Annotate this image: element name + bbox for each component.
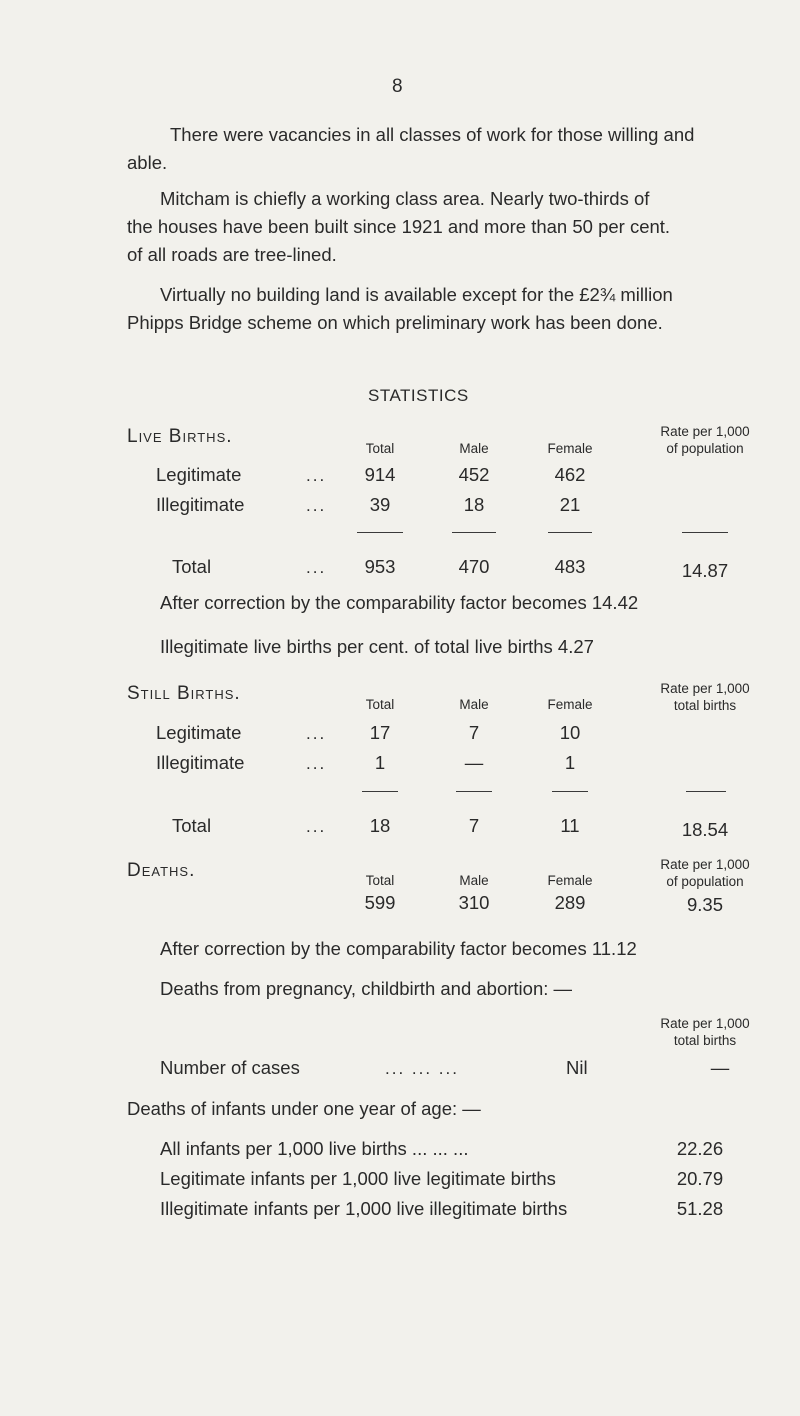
maternal-col-rate	[640, 1015, 770, 1049]
live-births-heading: Live Births.	[127, 426, 233, 447]
maternal-rate: —	[710, 1057, 730, 1078]
leader-dots: ...	[306, 558, 327, 577]
live-births-row-male: 18	[463, 494, 485, 515]
still-births-col-rate-line-2: total births	[673, 698, 737, 713]
still-births-col-total: Total	[365, 697, 395, 712]
infant-row-value: 22.26	[676, 1138, 724, 1159]
live-births-total-male: 470	[458, 556, 490, 577]
deaths-heading: Deaths.	[127, 860, 196, 881]
sum-rule	[452, 532, 496, 533]
still-births-row-male: —	[464, 752, 484, 773]
live-births-col-rate-line-2: of population	[666, 441, 744, 456]
leader-dots: ...	[306, 496, 327, 515]
live-births-row-female: 462	[554, 464, 586, 485]
still-births-row-total: 17	[369, 722, 391, 743]
deaths-col-total: Total	[365, 873, 395, 888]
paragraph-2-line-3: of all roads are tree-lined.	[127, 244, 337, 265]
still-births-col-rate	[640, 680, 770, 714]
deaths-male: 310	[458, 892, 490, 913]
paragraph-1-line-1: There were vacancies in all classes of work for those willing and	[170, 124, 695, 145]
infant-row-label: Legitimate infants per 1,000 live legitimate births	[160, 1168, 556, 1189]
page-number: 8	[392, 76, 403, 97]
paragraph-2-line-2: the houses have been built since 1921 and more than 50 per cent.	[127, 216, 671, 237]
still-births-row-female: 1	[564, 752, 576, 773]
maternal-value: Nil	[566, 1057, 588, 1078]
deaths-note-correction: After correction by the comparability factor becomes 11.12	[160, 938, 637, 959]
still-births-total-total: 18	[369, 815, 391, 836]
infant-row-label: Illegitimate infants per 1,000 live illegitimate births	[160, 1198, 568, 1219]
deaths-col-female: Female	[547, 873, 593, 888]
deaths-female: 289	[554, 892, 586, 913]
live-births-row-label: Illegitimate	[156, 494, 245, 515]
maternal-col-rate-line-2: total births	[673, 1033, 737, 1048]
leader-dots: ...	[306, 817, 327, 836]
deaths-rate: 9.35	[686, 894, 723, 915]
sum-rule	[362, 791, 398, 792]
live-births-row-female: 21	[559, 494, 581, 515]
deaths-col-rate-line-2: of population	[666, 874, 744, 889]
still-births-row-female: 10	[559, 722, 581, 743]
still-births-row-male: 7	[468, 722, 480, 743]
still-births-heading: Still Births.	[127, 683, 241, 704]
still-births-total-female: 11	[560, 815, 580, 836]
still-births-total-rate: 18.54	[681, 819, 729, 840]
maternal-heading: Deaths from pregnancy, childbirth and abortion: —	[160, 978, 573, 999]
deaths-col-rate	[640, 856, 770, 890]
infant-row-value: 51.28	[676, 1198, 724, 1219]
still-births-col-female: Female	[547, 697, 593, 712]
leader-dots: ...	[306, 724, 327, 743]
live-births-col-male: Male	[459, 441, 489, 456]
sum-rule	[552, 791, 588, 792]
still-births-total-label: Total	[172, 815, 212, 836]
live-births-col-total: Total	[365, 441, 395, 456]
still-births-col-male: Male	[459, 697, 489, 712]
leader-dots: ...	[306, 754, 327, 773]
paragraph-1-line-2: able.	[127, 152, 168, 173]
live-births-total-label: Total	[172, 556, 212, 577]
live-births-total-total: 953	[364, 556, 396, 577]
live-births-row-label: Legitimate	[156, 464, 242, 485]
live-births-total-female: 483	[554, 556, 586, 577]
still-births-row-label: Legitimate	[156, 722, 242, 743]
sum-rule	[686, 791, 726, 792]
live-births-col-rate-line-1: Rate per 1,000	[660, 424, 750, 439]
live-births-col-rate	[640, 423, 770, 457]
live-births-total-rate: 14.87	[681, 560, 729, 581]
deaths-col-male: Male	[459, 873, 489, 888]
maternal-col-rate-line-1: Rate per 1,000	[660, 1016, 750, 1031]
infant-row-label: All infants per 1,000 live births ... ... ...	[160, 1138, 469, 1159]
live-births-note-illegitimate: Illegitimate live births per cent. of total live births 4.27	[160, 636, 594, 657]
live-births-note-correction: After correction by the comparability factor becomes 14.42	[160, 592, 639, 613]
sum-rule	[548, 532, 592, 533]
still-births-col-rate-line-1: Rate per 1,000	[660, 681, 750, 696]
still-births-row-total: 1	[374, 752, 386, 773]
live-births-row-total: 914	[364, 464, 396, 485]
sum-rule	[357, 532, 403, 533]
leader-dots: ... ... ...	[385, 1059, 459, 1078]
live-births-row-total: 39	[369, 494, 391, 515]
deaths-total: 599	[364, 892, 396, 913]
paragraph-3-line-2: Phipps Bridge scheme on which preliminary work has been done.	[127, 312, 663, 333]
sum-rule	[682, 532, 728, 533]
still-births-row-label: Illegitimate	[156, 752, 245, 773]
live-births-col-female: Female	[547, 441, 593, 456]
live-births-row-male: 452	[458, 464, 490, 485]
leader-dots: ...	[306, 466, 327, 485]
paragraph-3-line-1: Virtually no building land is available except for the £2¾ million	[160, 284, 673, 305]
paragraph-2-line-1: Mitcham is chiefly a working class area. Nearly two-thirds of	[160, 188, 650, 209]
maternal-label: Number of cases	[160, 1057, 300, 1078]
statistics-title: STATISTICS	[368, 386, 469, 405]
sum-rule	[456, 791, 492, 792]
still-births-total-male: 7	[468, 815, 480, 836]
infant-heading: Deaths of infants under one year of age: —	[127, 1098, 481, 1119]
infant-row-value: 20.79	[676, 1168, 724, 1189]
deaths-col-rate-line-1: Rate per 1,000	[660, 857, 750, 872]
